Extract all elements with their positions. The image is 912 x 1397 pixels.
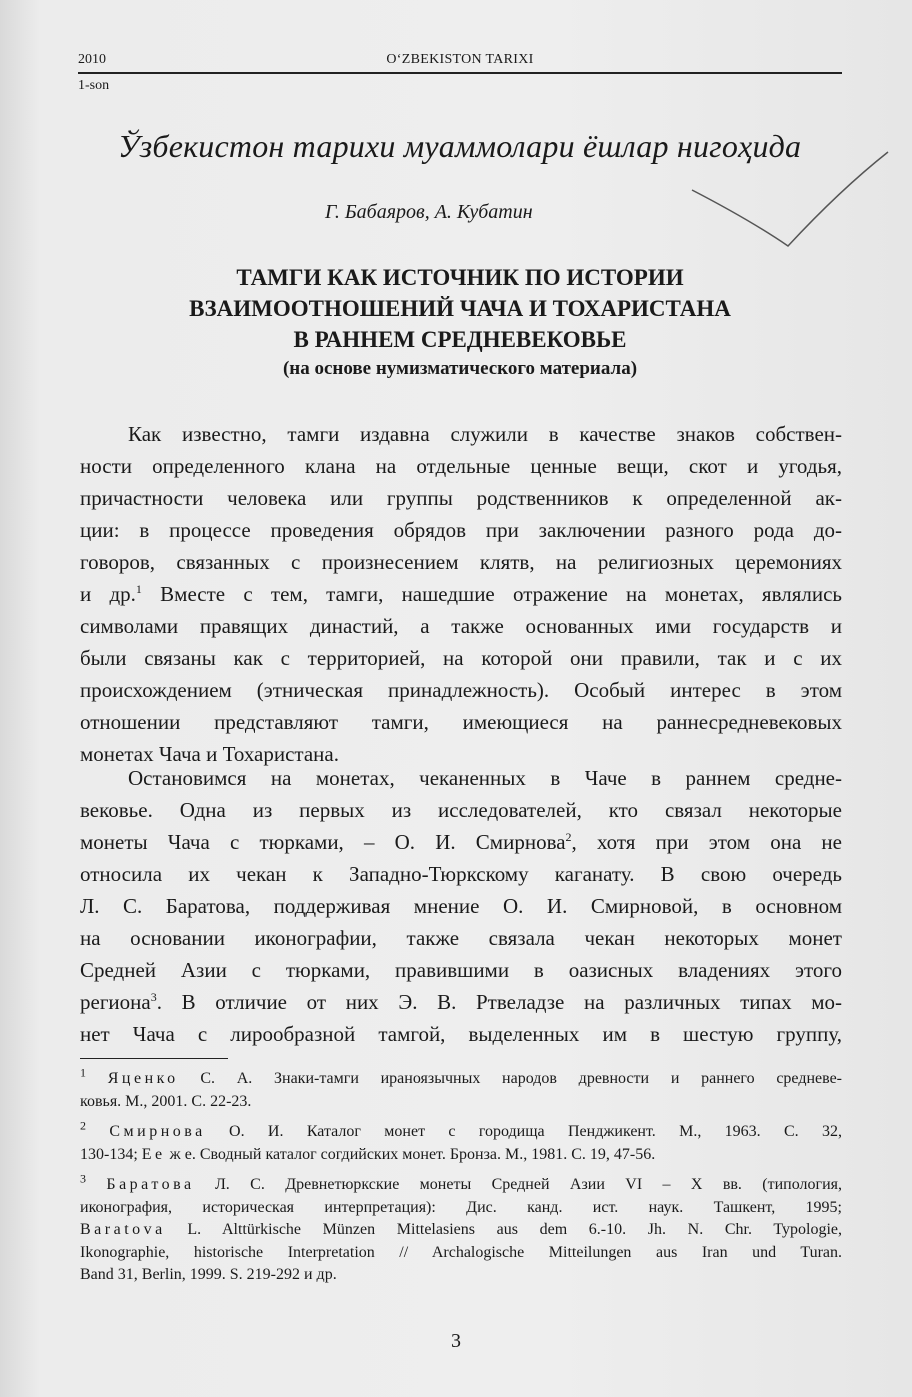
footnote-number: 3 xyxy=(80,1171,86,1186)
text-line: вековье. Одна из первых из исследователей, кто связал некоторые xyxy=(80,798,842,822)
paragraph-2 xyxy=(80,762,842,1050)
footnote-separator xyxy=(80,1058,228,1059)
header-year: 2010 xyxy=(78,52,106,67)
footnote-author: Смирнова xyxy=(109,1123,206,1140)
text-line: отношении представляют тамги, имеющиеся на раннесредневековых xyxy=(80,710,842,734)
text-fragment: и др. xyxy=(80,582,136,606)
footnotes xyxy=(80,1065,843,1287)
header-issue: 1-son xyxy=(78,78,110,93)
footnote-3-cont xyxy=(80,1219,842,1242)
text-line: ции: в процессе проведения обрядов при заключении разного рода до- xyxy=(80,518,842,542)
header-rule xyxy=(78,72,842,74)
paragraph-1 xyxy=(80,418,842,770)
footnote-text: С. А. Знаки-тамги ираноязычных народов древности и раннего средневе- xyxy=(178,1070,843,1087)
article-title xyxy=(80,262,840,355)
pencil-check-mark-icon xyxy=(690,150,890,250)
text-fragment: Вместе с тем, тамги, нашедшие отражение на монетах, являлись xyxy=(141,582,842,606)
text-fragment: , хотя при этом она не xyxy=(571,830,842,854)
text-line: символами правящих династий, а также основанных ими государств и xyxy=(80,614,842,638)
text-line: происхождением (этническая принадлежность). Особый интерес в этом xyxy=(80,678,842,702)
footnote-1 xyxy=(80,1065,843,1091)
footnote-text: О. И. Каталог монет с городища Пенджикент. М., 1963. С. 32, xyxy=(205,1123,843,1140)
footnote-3-cont: иконография, историческая интерпретация): Дис. канд. ист. наук. Ташкент, 1995; xyxy=(80,1198,842,1216)
text-line xyxy=(80,826,842,858)
footnote-number: 1 xyxy=(80,1065,86,1080)
text-fragment: . В отличие от них Э. В. Ртвеладзе на различных типах мо- xyxy=(156,990,842,1014)
article-subtitle: (на основе нумизматического материала) xyxy=(282,358,638,379)
text-line: Средней Азии с тюрками, правившими в оазисных владениях этого xyxy=(80,958,842,982)
text-line: Л. С. Баратова, поддерживая мнение О. И. Смирновой, в основном xyxy=(80,894,842,918)
text-line: нет Чача с лирообразной тамгой, выделенных им в шестую группу, xyxy=(80,1022,842,1046)
title-line: В РАННЕМ СРЕДНЕВЕКОВЬЕ xyxy=(293,327,627,352)
text-fragment: монеты Чача с тюрками, – О. И. Смирнова xyxy=(80,830,566,854)
text-line xyxy=(80,578,842,610)
text-line: Как известно, тамги издавна служили в качестве знаков собствен- xyxy=(128,422,842,446)
footnote-number: 2 xyxy=(80,1118,86,1133)
title-line: ВЗАИМООТНОШЕНИЙ ЧАЧА И ТОХАРИСТАНА xyxy=(189,296,731,321)
text-fragment: региона xyxy=(80,990,151,1014)
footnote-3-cont: Ikonographie, historische Interpretation // Archalogische Mitteilungen aus Iran und Turan. xyxy=(80,1243,842,1261)
text-line: причастности человека или группы родственников к определенной ак- xyxy=(80,486,842,510)
footnote-text: Л. С. Древнетюркские монеты Средней Азии VI – X вв. (типология, xyxy=(194,1176,843,1193)
footnote-2 xyxy=(80,1118,843,1144)
footnote-1-cont: ковья. М., 2001. С. 22-23. xyxy=(80,1092,252,1110)
text-line: монетах Чача и Тохаристана. xyxy=(80,742,339,766)
footnote-text: ж е. Сводный каталог согдийских монет. Бронза. М., 1981. С. 19, 47-56. xyxy=(165,1145,656,1163)
footnote-author: Ее xyxy=(141,1145,166,1163)
article-authors: Г. Бабаяров, А. Кубатин xyxy=(325,201,533,223)
section-rubric: Ўзбекистон тарихи муаммолари ёшлар нигоҳида xyxy=(118,128,802,164)
footnote-2-cont xyxy=(80,1144,842,1167)
footnote-text: L. Alttürkische Münzen Mittelasiens aus dem 6.-10. Jh. N. Chr. Typologie, xyxy=(165,1221,842,1238)
header-journal-name: O‘ZBEKISTON TARIXI xyxy=(386,52,534,67)
footnote-ref-1[interactable]: 1 xyxy=(135,582,142,596)
footnote-ref-2[interactable]: 2 xyxy=(565,830,572,844)
text-line: ности определенного клана на отдельные ценные вещи, скот и угодья, xyxy=(80,454,842,478)
text-line xyxy=(80,986,842,1018)
footnote-author: Баратова xyxy=(106,1176,195,1193)
text-line: на основании иконографии, также связала чекан некоторых монет xyxy=(80,926,842,950)
title-line: ТАМГИ КАК ИСТОЧНИК ПО ИСТОРИИ xyxy=(236,265,684,290)
text-line: относила их чекан к Западно-Тюркскому каганату. В свою очередь xyxy=(80,862,842,886)
footnote-author: Baratova xyxy=(80,1221,166,1238)
text-line: были связаны как с территорией, на которой они правили, так и с их xyxy=(80,646,842,670)
text-line: Остановимся на монетах, чеканенных в Чаче в раннем средне- xyxy=(128,766,842,790)
footnote-3-cont: Band 31, Berlin, 1999. S. 219-292 и др. xyxy=(80,1266,337,1283)
footnote-text: 130-134; xyxy=(80,1145,142,1163)
footnote-3 xyxy=(80,1171,843,1197)
footnote-author: Яценко xyxy=(107,1070,179,1087)
page-number: 3 xyxy=(451,1330,461,1352)
text-line: говоров, связанных с произнесением клятв, на религиозных церемониях xyxy=(80,550,842,574)
footnote-ref-3[interactable]: 3 xyxy=(150,990,157,1004)
